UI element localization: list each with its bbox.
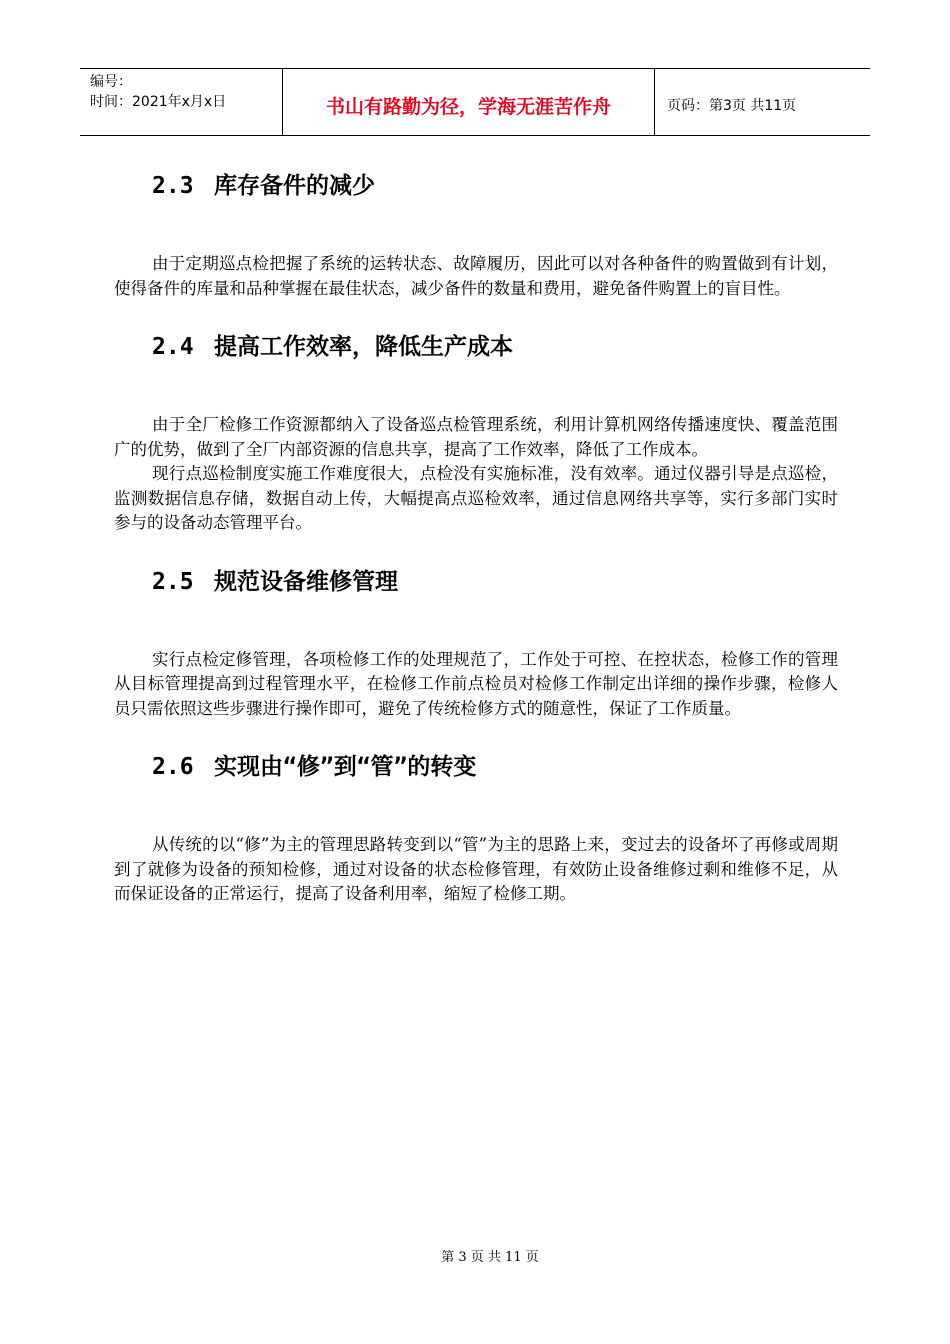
- section-number: 2.6: [152, 754, 194, 780]
- body-paragraph: 从传统的以“修”为主的管理思路转变到以“管”为主的思路上来，变过去的设备坏了再修或周期到了就修为设备的预知检修，通过对设备的状态检修管理，有效防止设备维修过剩和维修不足，从而保证设备的正常运行，提高了设备利用率，缩短了检修工期。: [114, 835, 838, 903]
- header-meta: [80, 69, 283, 135]
- section-title: 实现由“修”到“管”的转变: [214, 754, 477, 780]
- page-footer: 第 3 页 共 11 页: [441, 1250, 539, 1265]
- body-paragraph: 由于定期巡点检把握了系统的运转状态、故障履历，因此可以对各种备件的购置做到有计划，使得备件的库量和品种掌握在最佳状态，减少备件的数量和费用，避免备件购置上的盲目性。: [114, 254, 838, 298]
- section-number: 2.4: [152, 334, 194, 360]
- header-page-code: 页码：第3页 共11页: [667, 98, 797, 114]
- section-title: 规范设备维修管理: [214, 568, 398, 595]
- section-heading: [114, 321, 838, 373]
- section-heading: [114, 160, 838, 212]
- document-time-label: 时间：2021年x月x日: [90, 94, 227, 110]
- section-number: 2.3: [152, 173, 194, 199]
- body-paragraph: 由于全厂检修工作资源都纳入了设备巡点检管理系统，利用计算机网络传播速度快、覆盖范围广的优势，做到了全厂内部资源的信息共享，提高了工作效率，降低了工作成本。: [114, 415, 838, 459]
- section-title: 提高工作效率，降低生产成本: [214, 334, 513, 360]
- section-number: 2.5: [152, 568, 194, 595]
- section-heading: [114, 556, 838, 608]
- document-body: [114, 160, 838, 907]
- section-title: 库存备件的减少: [214, 173, 375, 199]
- header-motto: 书山有路勤为径，学海无涯苦作舟: [283, 69, 655, 135]
- page-header: [80, 68, 870, 136]
- body-paragraph: 现行点巡检制度实施工作难度很大，点检没有实施标准，没有效率。通过仪器引导是点巡检，监测数据信息存储，数据自动上传，大幅提高点巡检效率，通过信息网络共享等，实行多部门实时参与的设备动态管理平台。: [114, 464, 838, 532]
- section-heading: [114, 741, 838, 793]
- body-paragraph: 实行点检定修管理，各项检修工作的处理规范了，工作处于可控、在控状态，检修工作的管理从目标管理提高到过程管理水平，在检修工作前点检员对检修工作制定出详细的操作步骤，检修人员只需依照这些步骤进行操作即可，避免了传统检修方式的随意性，保证了工作质量。: [114, 649, 838, 718]
- document-number-label: 编号：: [90, 74, 132, 90]
